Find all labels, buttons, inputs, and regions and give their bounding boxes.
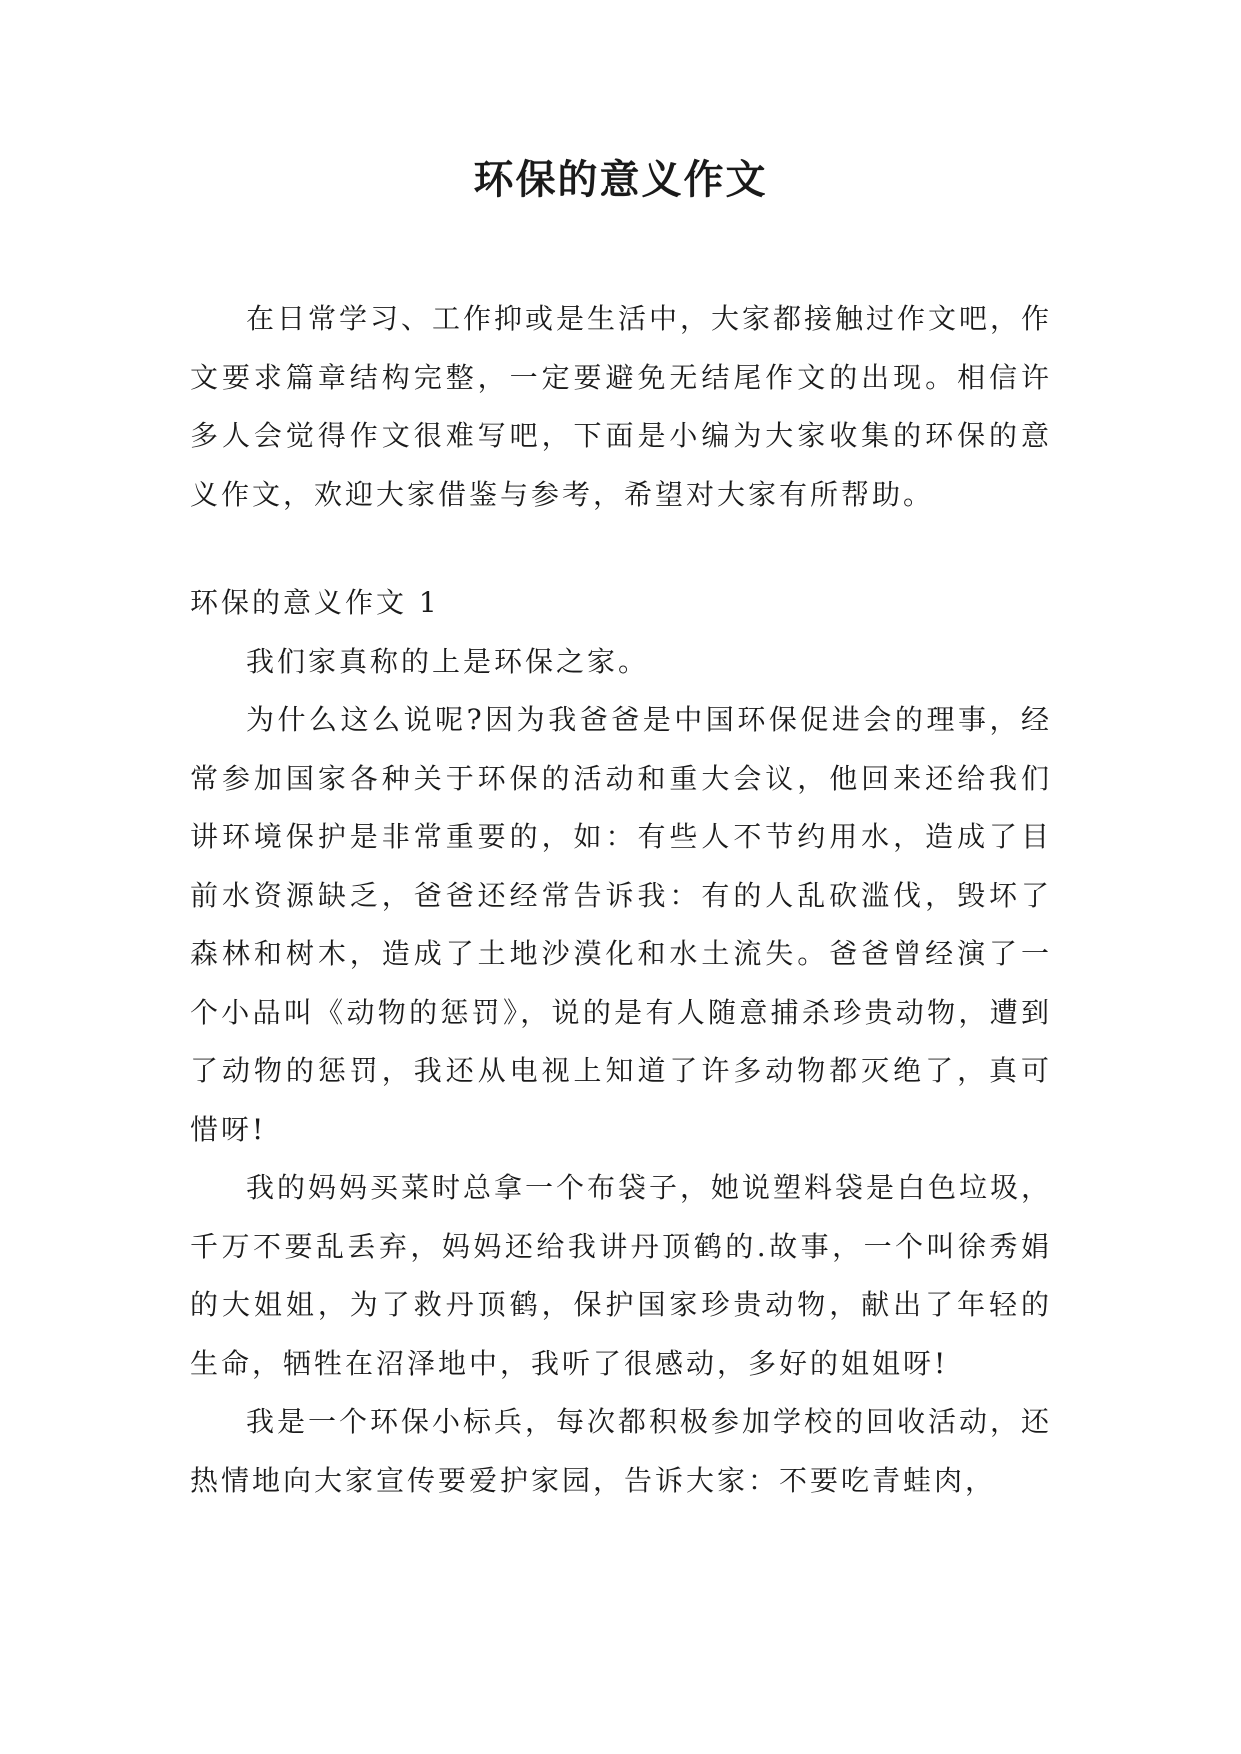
document-title: 环保的意义作文 xyxy=(473,156,768,203)
document-body xyxy=(190,290,1052,1510)
body-paragraph: 我的妈妈买菜时总拿一个布袋子，她说塑料袋是白色垃圾，千万不要乱丢弃，妈妈还给我讲丹顶鹤的.故事，一个叫徐秀娟的大姐姐，为了救丹顶鹤，保护国家珍贵动物，献出了年轻的生命，牺牲在沼泽地中，我听了很感动，多好的姐姐呀! xyxy=(190,1171,1053,1380)
intro-paragraph: 在日常学习、工作抑或是生活中，大家都接触过作文吧，作文要求篇章结构完整，一定要避免无结尾作文的出现。相信许多人会觉得作文很难写吧，下面是小编为大家收集的环保的意义作文，欢迎大家借鉴与参考，希望对大家有所帮助。 xyxy=(190,302,1053,511)
body-paragraph: 为什么这么说呢?因为我爸爸是中国环保促进会的理事，经常参加国家各种关于环保的活动和重大会议，他回来还给我们讲环境保护是非常重要的，如：有些人不节约用水，造成了目前水资源缺乏，爸爸还经常告诉我：有的人乱砍滥伐，毁坏了森林和树木，造成了土地沙漠化和水土流失。爸爸曾经演了一个小品叫《动物的惩罚》，说的是有人随意捕杀珍贵动物，遭到了动物的惩罚，我还从电视上知道了许多动物都灭绝了，真可惜呀! xyxy=(190,703,1052,1146)
body-paragraph: 我是一个环保小标兵，每次都积极参加学校的回收活动，还热情地向大家宣传要爱护家园，告诉大家：不要吃青蛙肉， xyxy=(190,1405,1053,1497)
body-paragraph: 我们家真称的上是环保之家。 xyxy=(246,644,650,678)
section-heading: 环保的意义作文 1 xyxy=(190,586,440,619)
